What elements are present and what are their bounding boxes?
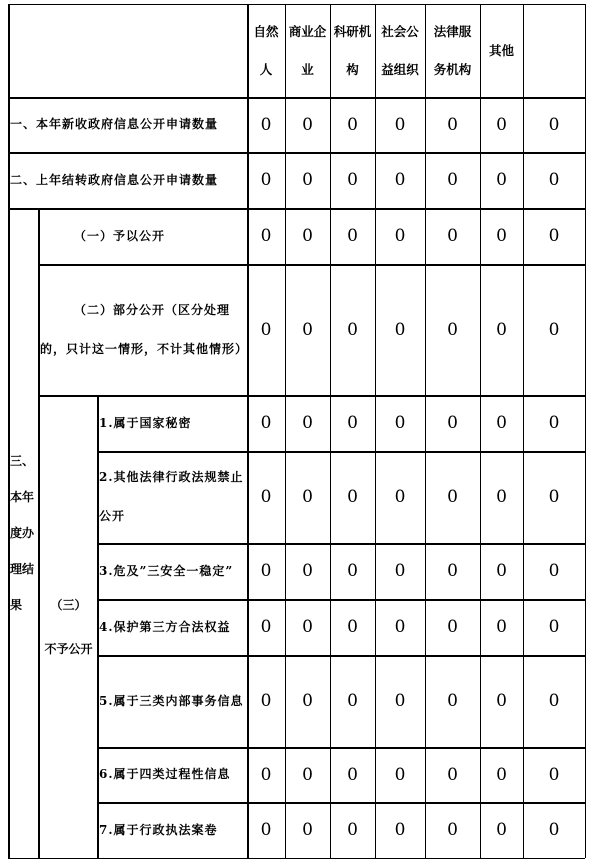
value-cell: 0 xyxy=(394,114,406,135)
row-label: 5.属于三类内部事务信息 xyxy=(99,693,244,708)
row-label: 二、上年结转政府信息公开申请数量 xyxy=(10,172,219,187)
value-cell: 0 xyxy=(548,691,560,711)
section-three-label-line: 果 xyxy=(10,598,23,612)
value-cell: 0 xyxy=(496,413,507,433)
value-cell: 0 xyxy=(496,617,507,637)
value-cell: 0 xyxy=(347,561,358,581)
value-cell: 0 xyxy=(447,413,458,433)
value-cell: 0 xyxy=(394,487,406,507)
value-cell: 0 xyxy=(302,487,313,507)
value-cell: 0 xyxy=(394,617,406,637)
row-label: （一）予以公开 xyxy=(74,228,166,243)
value-cell: 0 xyxy=(260,319,272,340)
value-cell: 0 xyxy=(496,691,507,711)
column-header-text: 商业企 xyxy=(288,23,327,39)
row-label: 3.危及”三安全一稳定” xyxy=(99,563,234,578)
column-header-text: 法律服 xyxy=(433,23,472,39)
not-public-label-line: 不予公开 xyxy=(44,641,93,656)
value-cell: 0 xyxy=(347,691,358,711)
column-header-text: 务机构 xyxy=(433,61,472,77)
value-cell: 0 xyxy=(394,319,406,340)
section-three-label-line: 理结 xyxy=(10,562,35,576)
value-cell: 0 xyxy=(496,764,507,785)
value-cell: 0 xyxy=(447,691,458,711)
value-cell: 0 xyxy=(447,561,458,581)
value-cell: 0 xyxy=(260,226,272,246)
value-cell: 0 xyxy=(394,820,406,840)
value-cell: 0 xyxy=(347,226,358,246)
column-header xyxy=(247,4,285,97)
column-header-text: 其他 xyxy=(488,42,514,58)
value-cell: 0 xyxy=(260,764,272,785)
value-cell: 0 xyxy=(548,319,560,340)
row-label: 7.属于行政执法案卷 xyxy=(99,822,218,837)
value-cell: 0 xyxy=(496,170,507,190)
value-cell: 0 xyxy=(548,617,560,637)
value-cell: 0 xyxy=(548,764,560,785)
column-header xyxy=(523,4,585,97)
value-cell: 0 xyxy=(496,487,507,507)
value-cell: 0 xyxy=(447,226,458,246)
value-cell: 0 xyxy=(347,114,358,135)
value-cell: 0 xyxy=(447,764,458,785)
value-cell: 0 xyxy=(347,617,358,637)
value-cell: 0 xyxy=(548,114,560,135)
value-cell: 0 xyxy=(260,413,272,433)
value-cell: 0 xyxy=(347,413,358,433)
table-border-bottom xyxy=(8,858,585,859)
value-cell: 0 xyxy=(347,319,358,340)
value-cell: 0 xyxy=(394,561,406,581)
column-header-text: 自然 xyxy=(253,23,279,39)
column-header xyxy=(375,4,425,97)
row-label: 一、本年新收政府信息公开申请数量 xyxy=(10,117,219,131)
value-cell: 0 xyxy=(260,691,272,711)
value-cell: 0 xyxy=(496,561,507,581)
column-header xyxy=(480,4,523,97)
value-cell: 0 xyxy=(548,413,560,433)
value-cell: 0 xyxy=(260,820,272,840)
value-cell: 0 xyxy=(260,617,272,637)
value-cell: 0 xyxy=(394,226,406,246)
value-cell: 0 xyxy=(302,691,313,711)
value-cell: 0 xyxy=(447,617,458,637)
value-cell: 0 xyxy=(548,170,560,190)
value-cell: 0 xyxy=(447,170,458,190)
row-label: 6.属于四类过程性信息 xyxy=(99,767,231,781)
not-public-label-line: （三） xyxy=(50,597,87,612)
value-cell: 0 xyxy=(302,764,313,785)
row-label: 2.其他法律行政法规禁止公开 xyxy=(99,470,244,523)
value-cell: 0 xyxy=(260,170,272,190)
value-cell: 0 xyxy=(347,170,358,190)
section-three-label-line: 度办 xyxy=(10,526,35,540)
column-header xyxy=(425,4,480,97)
value-cell: 0 xyxy=(260,561,272,581)
value-cell: 0 xyxy=(394,764,406,785)
value-cell: 0 xyxy=(447,319,458,340)
value-cell: 0 xyxy=(447,820,458,840)
column-header-text: 益组织 xyxy=(381,61,419,77)
value-cell: 0 xyxy=(302,617,313,637)
column-header-text: 构 xyxy=(346,61,359,77)
value-cell: 0 xyxy=(302,114,313,135)
row-label: （二）部分公开（区分处理的，只计这一情形，不计其他情形） xyxy=(40,302,249,356)
value-cell: 0 xyxy=(496,114,507,135)
row-label: 1.属于国家秘密 xyxy=(99,415,192,430)
value-cell: 0 xyxy=(548,226,560,246)
row-label: 4.保护第三方合法权益 xyxy=(99,619,231,634)
column-header-text: 科研机 xyxy=(333,23,372,39)
table-border-right xyxy=(585,4,586,858)
value-cell: 0 xyxy=(548,561,560,581)
column-header-text: 人 xyxy=(259,61,273,77)
value-cell: 0 xyxy=(347,764,358,785)
value-cell: 0 xyxy=(394,170,406,190)
value-cell: 0 xyxy=(347,820,358,840)
value-cell: 0 xyxy=(447,114,458,135)
value-cell: 0 xyxy=(496,319,507,340)
value-cell: 0 xyxy=(302,413,313,433)
value-cell: 0 xyxy=(302,319,313,340)
value-cell: 0 xyxy=(548,487,560,507)
value-cell: 0 xyxy=(447,487,458,507)
section-three-label-line: 本年 xyxy=(10,490,35,504)
section-three-label-line: 三、 xyxy=(10,454,35,468)
not-public-label xyxy=(40,395,97,858)
section-three-label xyxy=(10,208,38,858)
value-cell: 0 xyxy=(548,820,560,840)
value-cell: 0 xyxy=(260,487,272,507)
value-cell: 0 xyxy=(496,820,507,840)
value-cell: 0 xyxy=(260,114,272,135)
column-header xyxy=(285,4,330,97)
value-cell: 0 xyxy=(302,226,313,246)
value-cell: 0 xyxy=(302,561,313,581)
column-header xyxy=(330,4,375,97)
value-cell: 0 xyxy=(394,691,406,711)
value-cell: 0 xyxy=(302,820,313,840)
value-cell: 0 xyxy=(347,487,358,507)
column-header-text: 社会公 xyxy=(381,23,419,39)
column-header-text: 业 xyxy=(301,61,314,77)
value-cell: 0 xyxy=(496,226,507,246)
value-cell: 0 xyxy=(302,170,313,190)
value-cell: 0 xyxy=(394,413,406,433)
